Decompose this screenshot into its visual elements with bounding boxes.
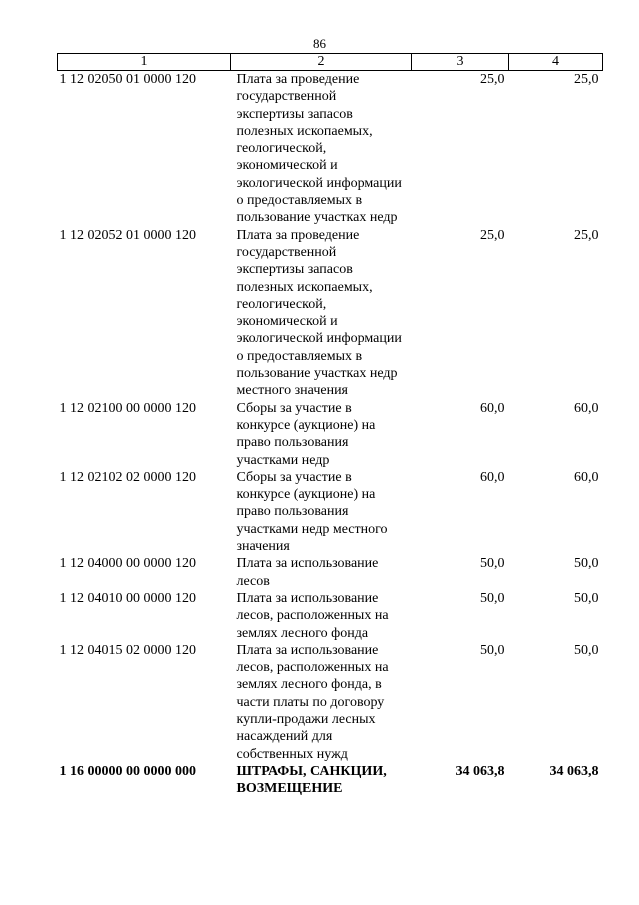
- row-value-col3: 50,0: [480, 556, 505, 572]
- row-name: Плата за использование лесов, расположенных на землях лесного фонда: [236, 590, 389, 641]
- row-code: 1 12 04015 02 0000 120: [59, 642, 196, 658]
- row-name: Плата за проведение государственной экспертизы запасов полезных ископаемых, геологической, экономической и экологической информации о предоставляемых в пользование участках недр: [236, 72, 402, 226]
- row-name: ШТРАФЫ, САНКЦИИ, ВОЗМЕЩЕНИЕ: [236, 763, 387, 797]
- row-value-col3: 50,0: [480, 590, 505, 606]
- row-code: 1 12 02100 00 0000 120: [59, 400, 196, 416]
- row-value-col3: 25,0: [480, 72, 505, 87]
- row-value-col4: 50,0: [574, 642, 599, 658]
- row-name: Сборы за участие в конкурсе (аукционе) на право пользования участками недр местного значения: [236, 469, 388, 555]
- column-header-4: 4: [509, 54, 603, 71]
- budget-table: [57, 53, 603, 797]
- row-value-col3: 34 063,8: [455, 763, 505, 779]
- table-row: [58, 71, 603, 227]
- column-header-2: 2: [231, 54, 412, 71]
- row-name: Плата за использование лесов, расположенных на землях лесного фонда, в части платы по договору купли-продажи лесных насаждений для собственных нужд: [236, 642, 389, 762]
- row-value-col4: 60,0: [574, 400, 599, 416]
- table-row: [58, 400, 603, 469]
- table-row: [58, 469, 603, 555]
- row-code: 1 12 02050 01 0000 120: [59, 72, 196, 87]
- row-code: 1 12 02102 02 0000 120: [59, 469, 196, 485]
- row-value-col3: 25,0: [480, 227, 505, 243]
- table-header: [58, 54, 603, 71]
- row-name: Плата за использование лесов: [236, 556, 379, 589]
- column-header-1: 1: [58, 54, 231, 71]
- row-value-col3: 50,0: [480, 642, 505, 658]
- row-value-col4: 60,0: [574, 469, 599, 485]
- row-value-col4: 25,0: [574, 72, 599, 87]
- row-value-col4: 50,0: [574, 556, 599, 572]
- table-row: [58, 227, 603, 400]
- table-body: [58, 71, 603, 798]
- page-number: 86: [313, 36, 326, 51]
- row-name: Плата за проведение государственной экспертизы запасов полезных ископаемых, геологической, экономической и экологической информации о предоставляемых в пользование участках недр местного значения: [236, 227, 402, 399]
- row-name: Сборы за участие в конкурсе (аукционе) на право пользования участками недр: [236, 400, 376, 468]
- row-code: 1 12 04000 00 0000 120: [59, 556, 196, 572]
- row-value-col3: 60,0: [480, 400, 505, 416]
- header-row: [58, 54, 603, 71]
- table-row: [58, 642, 603, 763]
- row-code: 1 12 02052 01 0000 120: [59, 227, 196, 243]
- table-row-total: [58, 763, 603, 798]
- column-header-3: 3: [412, 54, 509, 71]
- row-code: 1 16 00000 00 0000 000: [59, 763, 196, 779]
- row-code: 1 12 04010 00 0000 120: [59, 590, 196, 606]
- table-row: [58, 590, 603, 642]
- table-row: [58, 555, 603, 590]
- row-value-col4: 25,0: [574, 227, 599, 243]
- row-value-col4: 34 063,8: [549, 763, 599, 779]
- row-value-col3: 60,0: [480, 469, 505, 485]
- row-value-col4: 50,0: [574, 590, 599, 606]
